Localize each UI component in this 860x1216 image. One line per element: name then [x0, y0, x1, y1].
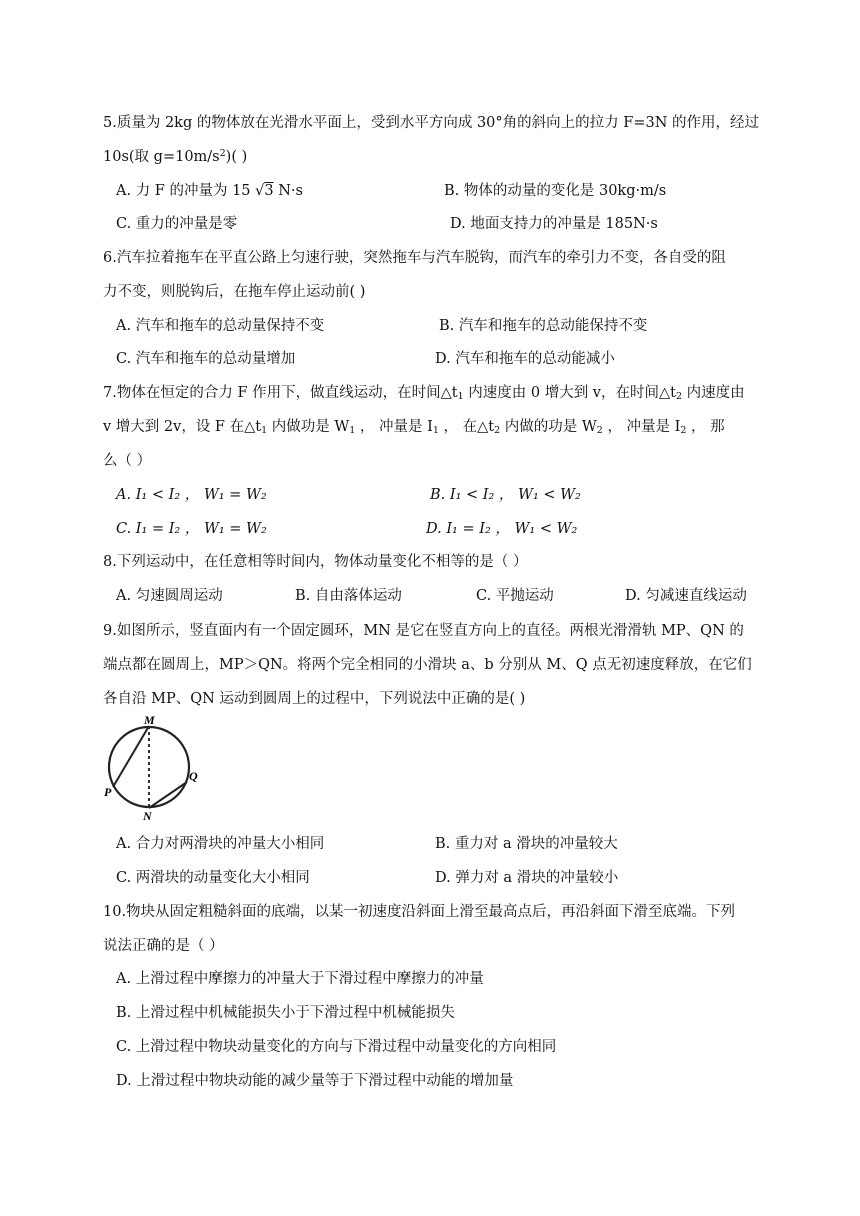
q9-option-c: C. 两滑块的动量变化大小相同	[116, 870, 310, 886]
q10-stem-line1: 10.物块从固定粗糙斜面的底端，以某一初速度沿斜面上滑至最高点后，再沿斜面下滑至底端。下列	[103, 904, 736, 920]
q10-option-d: D. 上滑过程中物块动能的减少量等于下滑过程中动能的增加量	[116, 1073, 514, 1089]
q5-option-c: C. 重力的冲量是零	[116, 216, 238, 232]
q7-stem-line3: 么（ ）	[103, 453, 152, 469]
q8-stem: 8.下列运动中，在任意相等时间内，物体动量变化不相等的是（ ）	[103, 554, 528, 570]
q6-stem-line2: 力不变，则脱钩后，在拖车停止运动前( )	[103, 284, 366, 300]
q6-option-d: D. 汽车和拖车的总动能减小	[435, 351, 615, 367]
q7-option-a: A. I₁ < I₂ ， W₁ = W₂	[116, 487, 267, 503]
q9-stem-line3: 各自沿 MP、QN 运动到圆周上的过程中，下列说法中正确的是( )	[103, 691, 526, 707]
q7-option-d: D. I₁ = I₂ ， W₁ < W₂	[426, 521, 578, 537]
rail-mp	[113, 726, 149, 787]
q10-stem-line2: 说法正确的是（ ）	[103, 938, 224, 954]
q7-option-b: B. I₁ < I₂ ， W₁ < W₂	[430, 487, 581, 503]
q9-option-a: A. 合力对两滑块的冲量大小相同	[116, 836, 325, 852]
label-q: Q	[189, 769, 198, 783]
q5-stem-line1: 5.质量为 2kg 的物体放在光滑水平面上，受到水平方向成 30°角的斜向上的拉力 F=3N 的作用，经过	[103, 115, 759, 131]
circle-rails-figure	[103, 712, 213, 822]
q8-option-b: B. 自由落体运动	[295, 588, 402, 604]
q7-stem-line1: 7.物体在恒定的合力 F 作用下，做直线运动，在时间$\triangle t_1$ 内速度由 0 增大到 v，在时间$\triangle t_2$ 内速度由	[103, 385, 745, 402]
q5-option-a: A. 力 F 的冲量为 15 √3 N·s	[116, 183, 303, 199]
q9-option-b: B. 重力对 a 滑块的冲量较大	[435, 836, 618, 852]
q8-option-c: C. 平抛运动	[476, 588, 554, 604]
label-p: P	[104, 785, 112, 799]
q9-stem-line1: 9.如图所示，竖直面内有一个固定圆环，MN 是它在竖直方向上的直径。两根光滑滑轨 MP、QN 的	[103, 623, 744, 639]
q10-option-b: B. 上滑过程中机械能损失小于下滑过程中机械能损失	[116, 1005, 455, 1021]
q10-option-a: A. 上滑过程中摩擦力的冲量大于下滑过程中摩擦力的冲量	[116, 971, 484, 987]
q5-stem-line2: 10s(取 $g=10m/s^2$)( )	[103, 148, 248, 165]
rail-qn	[149, 782, 187, 808]
q5-option-d: D. 地面支持力的冲量是 185N·s	[450, 216, 658, 232]
q9-stem-line2: 端点都在圆周上，MP＞QN。将两个完全相同的小滑块 a、b 分别从 M、Q 点无初速度释放，在它们	[103, 657, 752, 673]
q6-option-a: A. 汽车和拖车的总动量保持不变	[116, 318, 325, 334]
q7-option-c: C. I₁ = I₂ ， W₁ = W₂	[116, 521, 267, 537]
q10-option-c: C. 上滑过程中物块动量变化的方向与下滑过程中动量变化的方向相同	[116, 1039, 557, 1055]
q6-option-b: B. 汽车和拖车的总动能保持不变	[439, 318, 648, 334]
q9-option-d: D. 弹力对 a 滑块的冲量较小	[435, 870, 619, 886]
q6-option-c: C. 汽车和拖车的总动量增加	[116, 351, 296, 367]
q6-stem-line1: 6.汽车拉着拖车在平直公路上匀速行驶，突然拖车与汽车脱钩，而汽车的牵引力不变，各自受的阻	[103, 250, 726, 266]
label-m: M	[144, 713, 155, 727]
q5-option-b: B. 物体的动量的变化是 30kg·m/s	[444, 183, 667, 199]
q8-option-a: A. 匀速圆周运动	[116, 588, 223, 604]
label-n: N	[143, 809, 152, 822]
q7-stem-line2: v 增大到 2v，设 F 在$\triangle t_1$ 内做功是 $W_1$ ， 冲量是 $I_1$ ， 在$\triangle t_2$ 内做的功是 $W_2$ ， 冲量是 $I_2$ ， 那	[103, 419, 725, 436]
q8-option-d: D. 匀减速直线运动	[625, 588, 747, 604]
